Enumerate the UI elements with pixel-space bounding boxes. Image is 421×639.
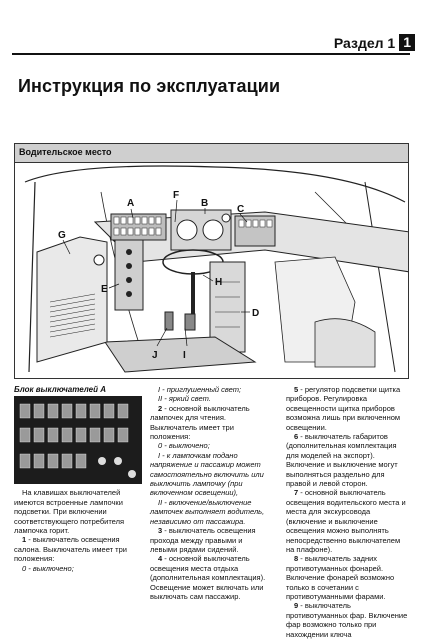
item-6-text: - выключатель габаритов (дополнительная комплектация для моделей на экспорт). Включение и выключение могут выполняться раздельно для правой и левой сторон.	[286, 432, 398, 489]
header-rule	[12, 53, 410, 55]
callout-c: C	[237, 204, 245, 215]
callout-d: D	[252, 308, 260, 319]
callout-g: G	[58, 230, 66, 241]
item-2-number: 2	[158, 403, 163, 413]
item-7-number: 7	[294, 488, 299, 498]
figure-caption: Водительское место	[19, 147, 112, 157]
callout-e: E	[101, 284, 108, 295]
page-title: Инструкция по эксплуатации	[18, 76, 281, 96]
callout-b: B	[201, 198, 209, 209]
item-9-number: 9	[294, 601, 299, 611]
item-1-bright: II - яркий свет.	[158, 394, 211, 404]
item-8-number: 8	[294, 554, 299, 564]
intro-paragraph: На клавишах выключателей имеются встроенные лампочки подсветки. При включении соответствующего потребителя лампочка горит.	[14, 488, 125, 536]
item-2-pos2: II - включение/выключение лампочек выполняет водитель, независимо от пассажира.	[150, 497, 265, 526]
item-2-text: - основной выключатель лампочек для чтения. Выключатель имеет три положения:	[150, 403, 250, 442]
item-3-number: 3	[158, 526, 163, 536]
dashboard-figure	[14, 143, 409, 379]
item-5-text: - регулятор подсветки щитка приборов. Регулировка освещенности щитка приборов возможна лишь при включенном освещении.	[286, 385, 401, 432]
item-1-text: - выключатель освещения салона. Выключатель имеет три положения:	[14, 535, 127, 564]
callout-j: J	[152, 350, 158, 361]
item-5-number: 5	[294, 385, 299, 394]
callout-i: I	[183, 350, 186, 361]
callout-a: A	[127, 198, 135, 209]
callout-h: H	[215, 277, 223, 288]
dashboard-illustration	[15, 162, 408, 378]
figure-caption-bar	[15, 144, 408, 163]
item-4-number: 4	[158, 554, 163, 564]
switch-block-photo	[14, 396, 142, 484]
item-9-text: - выключатель противотуманных фар. Включение фар возможно только при нахождении ключа	[286, 601, 408, 639]
item-2-pos1: I - к лампочкам подано напряжение и пассажир может самостоятельно включить или выключить лампочку (при включенном освещении),	[150, 450, 264, 498]
item-1-number: 1	[22, 535, 27, 545]
item-8-text: - выключатель задних противотуманных фонарей. Включение фонарей возможно только в сочетании с противотуманными фарами.	[286, 554, 395, 601]
section-header	[334, 34, 415, 51]
photo-caption: Блок выключателей А	[14, 385, 106, 394]
item-6-number: 6	[294, 432, 299, 442]
item-4-text: - основной выключатель освещения места отдыха (дополнительная комплектация). Освещение может включать или выключать сам пассажир.	[150, 554, 266, 601]
item-1-dim: I - приглушенный свет;	[158, 385, 242, 394]
item-2-off: 0 - выключено;	[158, 441, 210, 451]
item-1-off: 0 - выключено;	[22, 563, 74, 573]
text-column-3	[286, 385, 410, 639]
section-number-badge: 1	[399, 34, 415, 51]
text-column-1	[14, 385, 142, 573]
section-label: Раздел 1	[333, 34, 396, 51]
text-column-2	[150, 385, 270, 601]
item-7-text: - основной выключатель освещения водительского места и места для экскурсовода (включение и выключение освещения можно выполнять непосредственно выключателем на плафоне).	[286, 488, 406, 554]
item-3-text: - выключатель освещения прохода между правыми и левыми рядами сидений.	[150, 526, 256, 554]
callout-f: F	[173, 190, 180, 201]
switch-block-image	[14, 396, 142, 484]
